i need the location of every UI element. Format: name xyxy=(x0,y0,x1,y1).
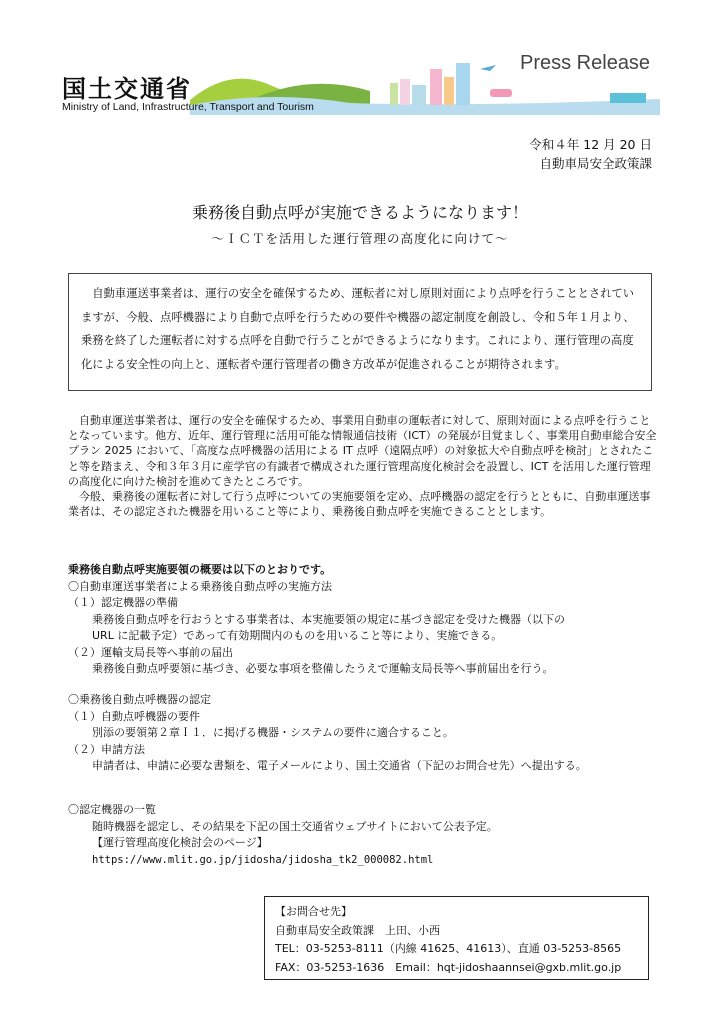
contact-tel: TEL：03-5253-8111（内線 41625、41613）、直通 03-5253-8565 xyxy=(275,942,622,955)
summary-text: 自動車運送事業者は、運行の安全を確保するため、運転者に対し原則対面により点呼を行うこととされていますが、今般、点呼機器により自動で点呼を行うための要件や機器の認定制度を創設し、令和５年１月より、乗務を終了した運転者に対する点呼を自動で行うことができるようになります。これにより、運行管理の高度化による安全性の向上と、運転者や運行管理者の働き方改革が促進されることが期待されます。 xyxy=(81,287,635,371)
section-3-link-label: 【運行管理高度化検討会のページ】 xyxy=(92,836,268,849)
outline-heading: 乗務後自動点呼実施要領の概要は以下のとおりです。 xyxy=(68,563,332,576)
section-1-title: 〇自動車運送事業者による乗務後自動点呼の実施方法 xyxy=(68,579,332,593)
section-2-item-2-text: 申請者は、申請に必要な書類を、電子メールにより、国土交通省（下記のお問合せ先）へ提出する。 xyxy=(92,759,587,772)
document-subtitle: ～ＩＣＴを活用した運行管理の高度化に向けて～ xyxy=(211,231,509,246)
body-text xyxy=(68,413,658,519)
release-date: 令和４年 12 月 20 日 xyxy=(529,137,652,152)
body-paragraph-2: 今般、乗務後の運転者に対して行う点呼についての実施要領を定め、点呼機器の認定を行うとともに、自動車運送事業者は、その認定された機器を用いること等により、乗務後自動点呼を実施できることとします。 xyxy=(68,490,651,519)
ministry-logo-japanese: 国土交通省 xyxy=(62,75,192,103)
contact-heading: 【お問合せ先】 xyxy=(275,905,352,918)
summary-box xyxy=(68,273,652,391)
document-title: 乗務後自動点呼が実施できるようになります！ xyxy=(191,203,528,222)
section-1-item-2: （２）運輸支局長等へ事前の届出 xyxy=(68,645,233,659)
outline-section-3 xyxy=(68,802,668,868)
letterhead xyxy=(0,0,720,120)
section-3-url-link[interactable]: https://www.mlit.go.jp/jidosha/jidosha_tk2_000082.html xyxy=(92,853,434,866)
contact-box xyxy=(264,896,649,980)
outline-section-2 xyxy=(68,692,668,775)
ministry-logo-english: Ministry of Land, Infrastructure, Transport and Tourism xyxy=(62,101,314,113)
section-1-item-1-text-b: URL に記載予定）であって有効期間内のものを用いること等により、実施できる。 xyxy=(92,629,503,642)
section-2-item-2: （２）申請方法 xyxy=(68,742,145,756)
body-paragraph-1: 自動車運送事業者は、運行の安全を確保するため、事業用自動車の運転者に対して、原則対面による点呼を行うこととなっています。他方、近年、運行管理に活用可能な情報通信技術（ICT）の発展が目覚ましく、事業用自動車総合安全プラン 2025 において、「高度な点呼機器の活用による IT 点呼（遠隔点呼）の対象拡大や自動点呼を検討」とされたこと等を踏まえ、令和３年３月に産学官の有識者で構成された運行管理高度化検討会を設置し、ICT を活用した運行管理の高度化に向けた検討を進めてきたところです。 xyxy=(68,414,657,488)
section-1-item-2-text: 乗務後自動点呼要領に基づき、必要な事項を整備したうえで運輸支局長等へ事前届出を行う。 xyxy=(92,662,554,675)
section-1-item-1-text-a: 乗務後自動点呼を行おうとする事業者は、本実施要領の規定に基づき認定を受けた機器（以下の xyxy=(92,612,565,626)
date-block xyxy=(529,135,652,173)
section-2-item-1: （１）自動点呼機器の要件 xyxy=(68,709,200,723)
section-1-item-1: （１）認定機器の準備 xyxy=(68,596,178,609)
press-release-label: Press Release xyxy=(520,52,651,74)
department-name: 自動車局安全政策課 xyxy=(539,156,652,171)
contact-dept-people: 自動車局安全政策課 上田、小西 xyxy=(275,923,440,937)
section-3-text: 随時機器を認定し、その結果を下記の国土交通省ウェブサイトにおいて公表予定。 xyxy=(92,819,498,833)
section-2-item-1-text: 別添の要領第２章Ｉ１．に掲げる機器・システムの要件に適合すること。 xyxy=(92,726,454,739)
section-3-title: 〇認定機器の一覧 xyxy=(68,803,156,816)
outline-section-1 xyxy=(68,562,668,678)
contact-fax-email[interactable]: FAX：03-5253-1636 Email：hqt-jidoshaannsei@gxb.mlit.go.jp xyxy=(275,960,622,974)
section-2-title: 〇乗務後自動点呼機器の認定 xyxy=(68,693,211,706)
